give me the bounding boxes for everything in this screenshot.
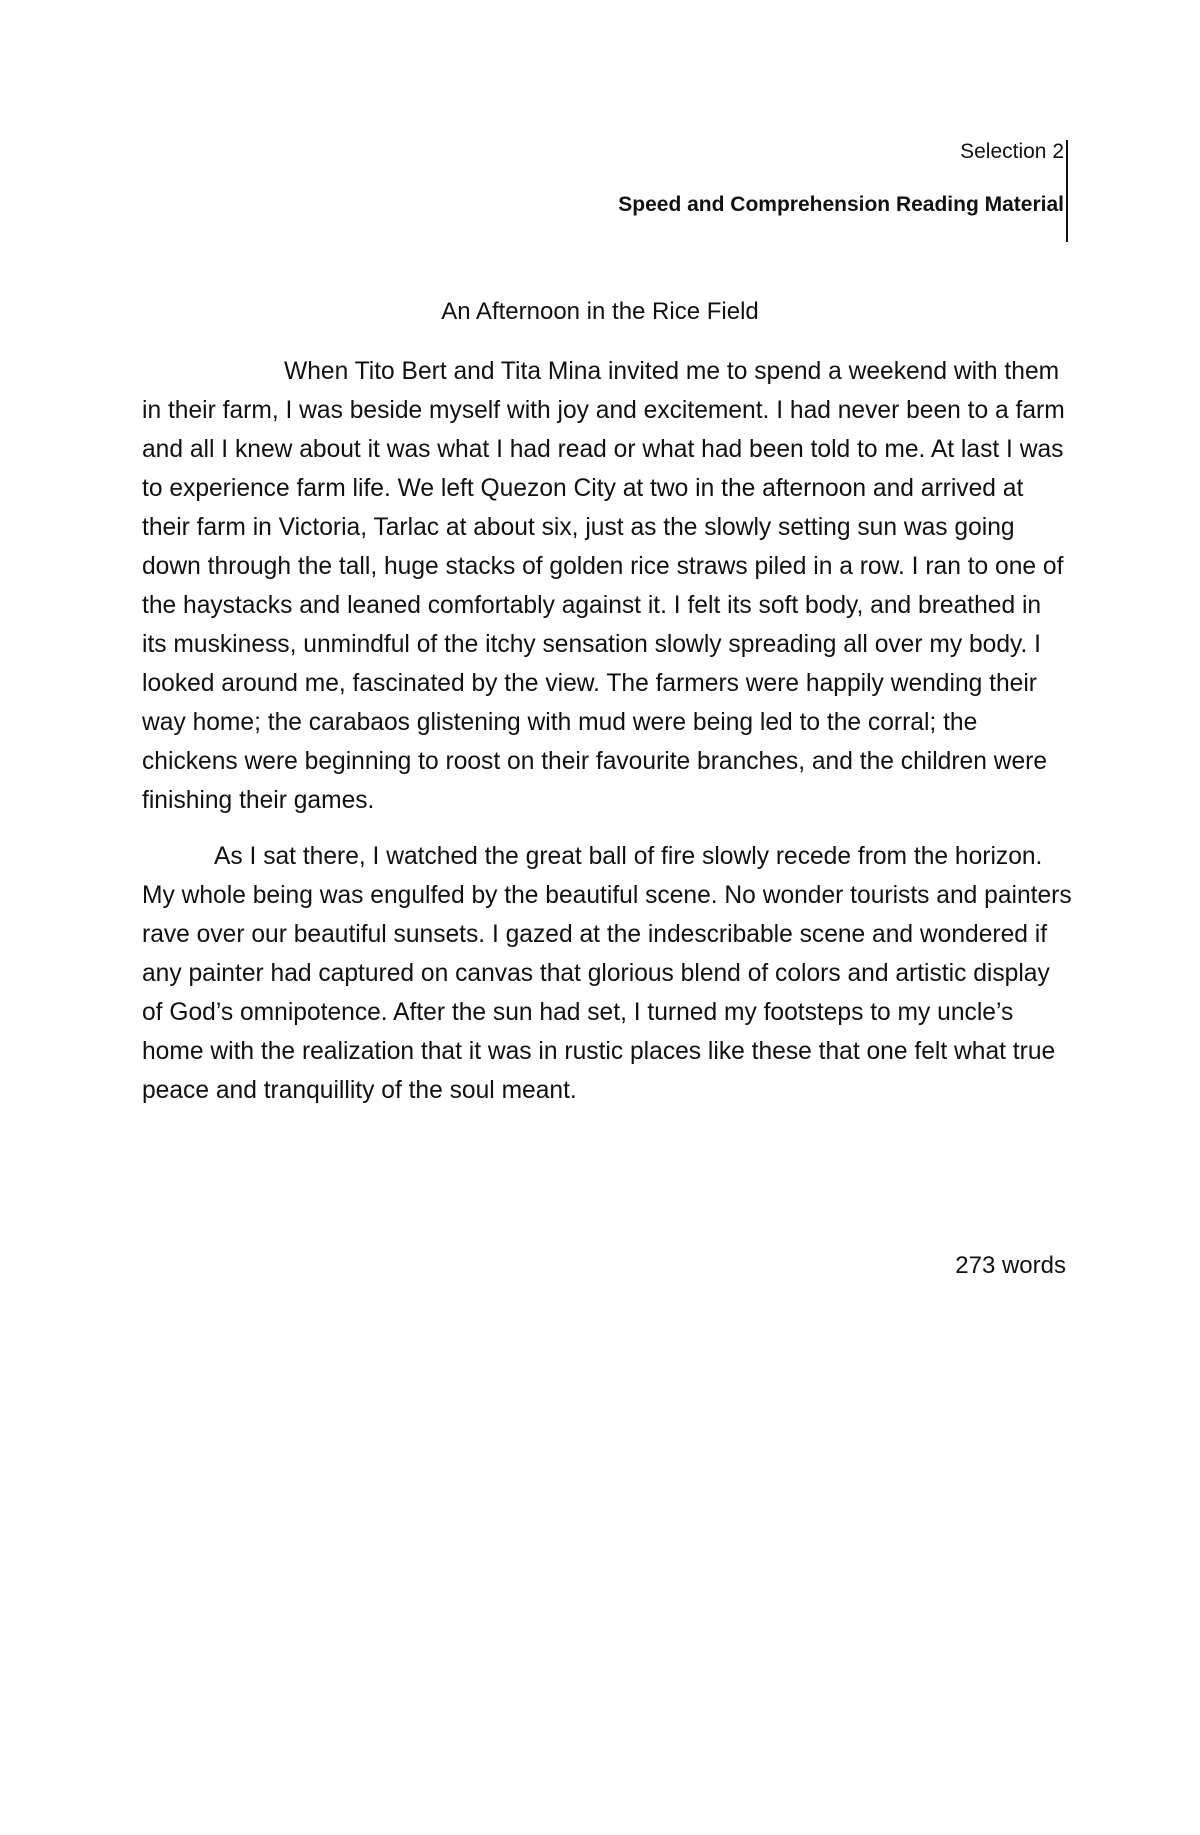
header-vertical-rule xyxy=(1066,140,1068,242)
document-header xyxy=(618,138,1064,218)
material-label: Speed and Comprehension Reading Material xyxy=(618,193,1064,216)
story-paragraph-2: As I sat there, I watched the great ball of fire slowly recede from the horizon. My whole being was engulfed by the beautiful scene. No wonder tourists and painters rave over our beautiful sunsets. I gazed at the indescribable scene and wondered if any painter had captured on canvas that glorious blend of colors and artistic display of God’s omnipotence. After the sun had set, I turned my footsteps to my uncle’s home with the realization that it was in rustic places like these that one felt what true peace and tranquillity of the soul meant. xyxy=(142,843,1072,1104)
word-count: 273 words xyxy=(955,1252,1066,1279)
story-body xyxy=(142,352,1072,1127)
story-paragraph-1: When Tito Bert and Tita Mina invited me to spend a weekend with them in their farm, I was beside myself with joy and excitement. I had never been to a farm and all I knew about it was what I had read or what had been told to me. At last I was to experience farm life. We left Quezon City at two in the afternoon and arrived at their farm in Victoria, Tarlac at about six, just as the slowly setting sun was going down through the tall, huge stacks of golden rice straws piled in a row. I ran to one of the haystacks and leaned comfortably against it. I felt its soft body, and breathed in its muskiness, unmindful of the itchy sensation slowly spreading all over my body. I looked around me, fascinated by the view. The farmers were happily wending their way home; the carabaos glistening with mud were being led to the corral; the chickens were beginning to roost on their favourite branches, and the children were finishing their games. xyxy=(142,358,1065,814)
selection-label: Selection 2 xyxy=(960,140,1064,163)
story-title: An Afternoon in the Rice Field xyxy=(441,298,759,325)
